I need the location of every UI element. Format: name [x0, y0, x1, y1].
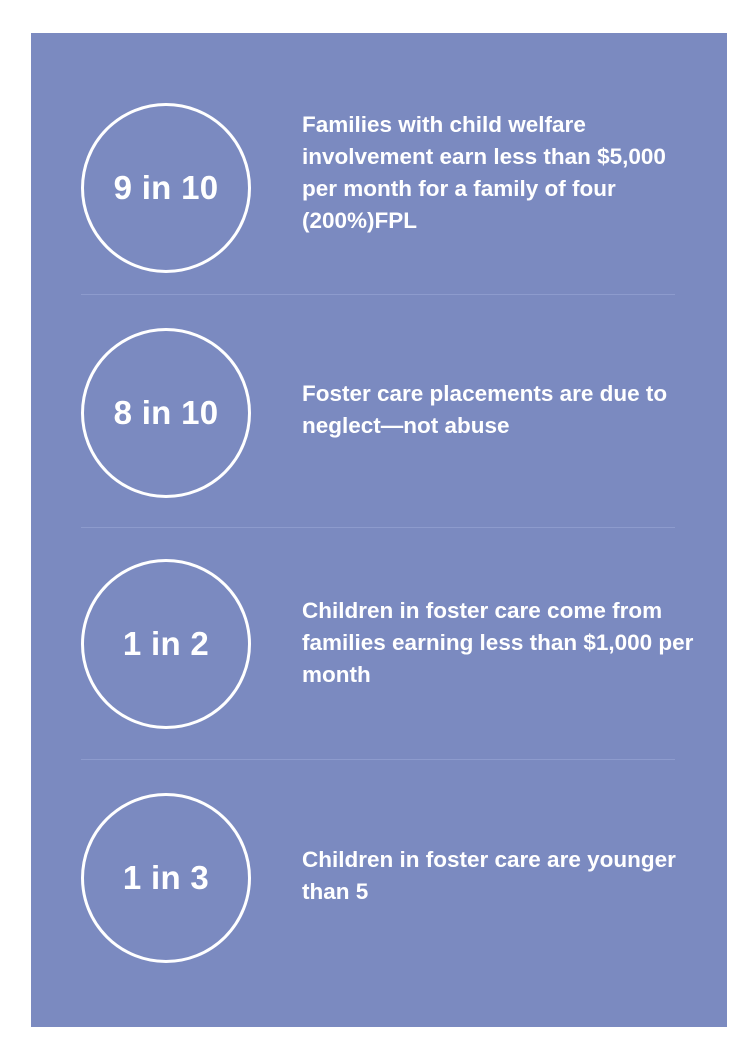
stat-value-2: 8 in 10	[113, 394, 219, 431]
stats-panel	[31, 33, 727, 1027]
stat-circle-4	[81, 793, 251, 963]
stat-description-4: Children in foster care are younger than 5	[302, 847, 676, 904]
stat-circle-1	[81, 103, 251, 273]
stat-circle-2	[81, 328, 251, 498]
stat-circle-3	[81, 559, 251, 729]
stat-value-4: 1 in 3	[122, 859, 210, 896]
stat-value-3: 1 in 2	[122, 625, 210, 662]
divider-2	[81, 527, 675, 528]
stat-description-1: Families with child welfare involvement earn less than $5,000 per month for a family of four (200%)FPL	[302, 112, 666, 233]
divider-1	[81, 294, 675, 295]
divider-3	[81, 759, 675, 760]
stat-value-1: 9 in 10	[113, 169, 219, 206]
stat-description-2: Foster care placements are due to neglect—not abuse	[302, 381, 668, 438]
stat-description-3: Children in foster care come from families earning less than $1,000 per month	[302, 598, 694, 687]
